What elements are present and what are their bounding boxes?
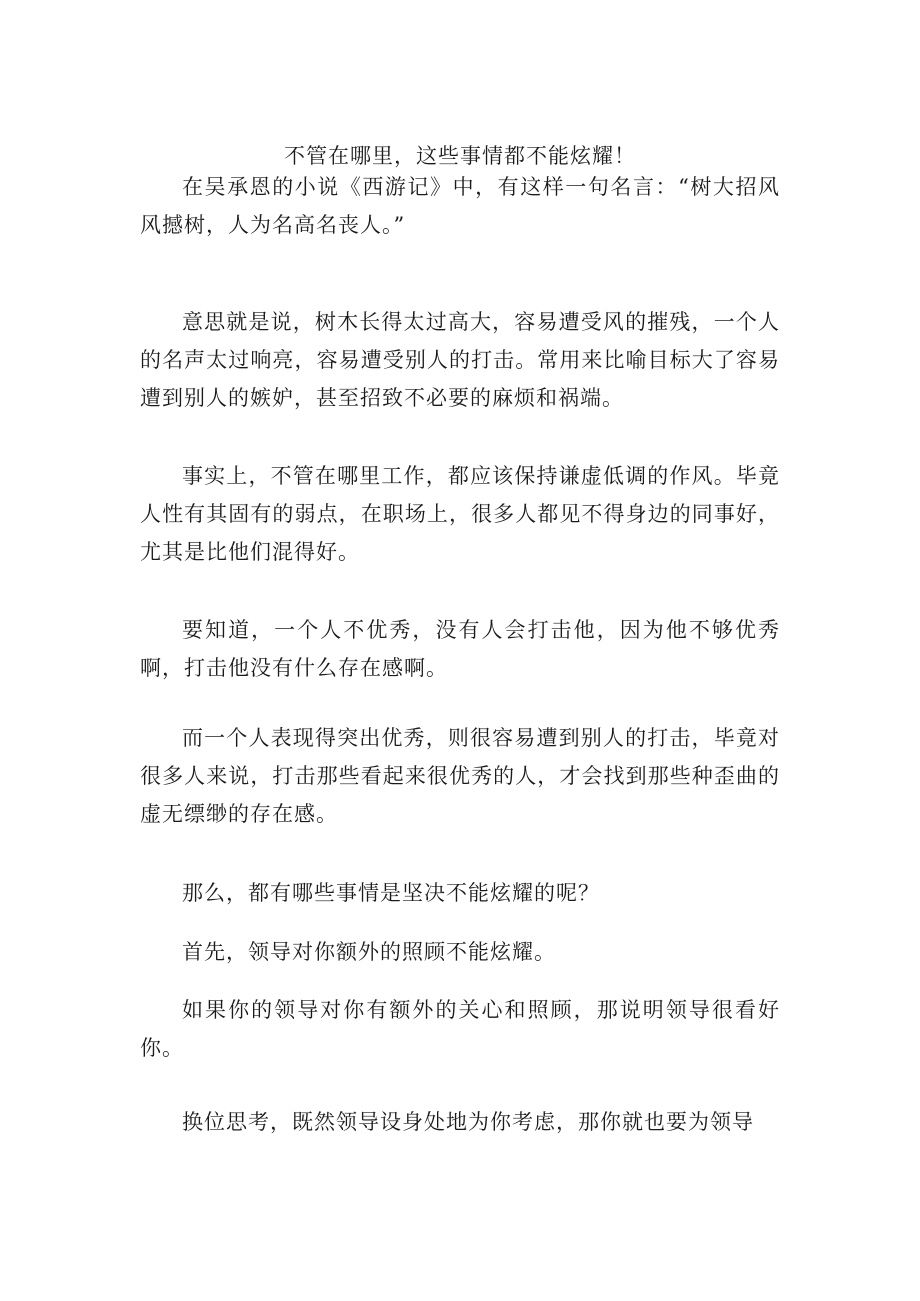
paragraph-3: 事实上，不管在哪里工作，都应该保持谦虚低调的作风。毕竟人性有其固有的弱点，在职场上，很多人都见不得身边的同事好，尤其是比他们混得好。 xyxy=(140,464,780,564)
paragraph-1: 在吴承恩的小说《西游记》中，有这样一句名言：“树大招风风撼树，人为名高名丧人。” xyxy=(140,175,780,237)
paragraph-8: 如果你的领导对你有额外的关心和照顾，那说明领导很看好你。 xyxy=(140,998,780,1060)
paragraph-6: 那么，都有哪些事情是坚决不能炫耀的呢？ xyxy=(182,881,600,905)
paragraph-5: 而一个人表现得突出优秀，则很容易遭到别人的打击，毕竟对很多人来说，打击那些看起来很优秀的人，才会找到那些种歪曲的虚无缥缈的存在感。 xyxy=(140,726,780,826)
document-title: 不管在哪里，这些事情都不能炫耀！ xyxy=(284,144,636,168)
paragraph-2: 意思就是说，树木长得太过高大，容易遭受风的摧残，一个人的名声太过响亮，容易遭受别人的打击。常用来比喻目标大了容易遭到别人的嫉妒，甚至招致不必要的麻烦和祸端。 xyxy=(140,310,780,410)
paragraph-9: 换位思考，既然领导设身处地为你考虑，那你就也要为领导 xyxy=(182,1110,754,1134)
paragraph-4: 要知道，一个人不优秀，没有人会打击他，因为他不够优秀啊，打击他没有什么存在感啊。 xyxy=(140,618,780,680)
paragraph-7: 首先，领导对你额外的照顾不能炫耀。 xyxy=(182,940,556,964)
